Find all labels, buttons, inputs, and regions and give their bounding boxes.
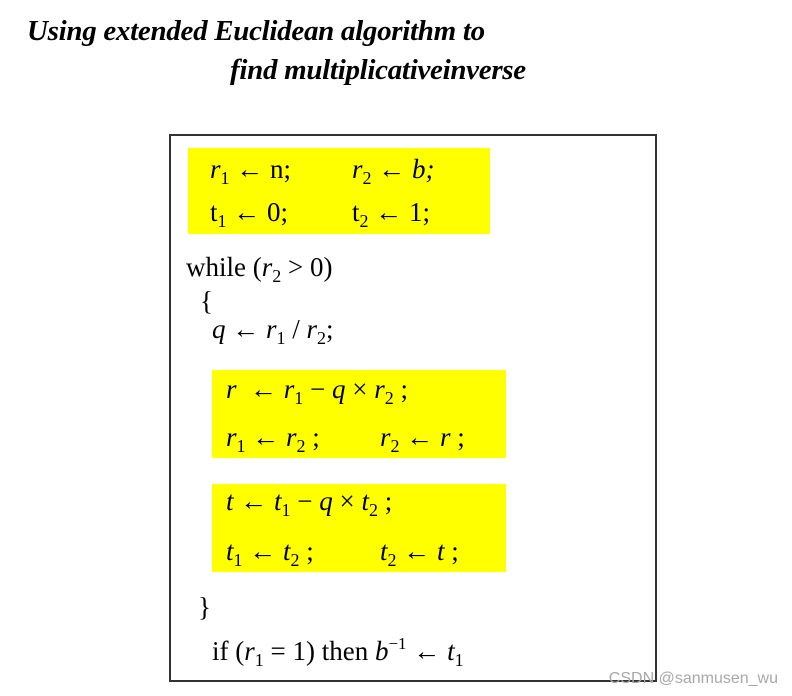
open-brace: { — [200, 286, 213, 316]
r-update-line-1: r ← $r_1 - q \times r_2$ ; — [226, 374, 409, 408]
init-r1: $r_1$ ← n; — [210, 154, 292, 188]
q-line: q ← $r_1 / r_2$; — [212, 314, 334, 348]
init-t1: $t_1$ ← 0; — [210, 197, 289, 231]
t-update-line-2b: $t_2$ ← t ; — [380, 536, 459, 570]
t-update-line-2a: $t_1$ ← $t_2$ ; — [226, 536, 314, 570]
title-line-2: find multiplicativeinverse — [230, 54, 526, 86]
t-update-line-1: t ← $t_1 - q \times t_2$ ; — [226, 486, 393, 520]
close-brace: } — [198, 592, 211, 622]
init-t2: $t_2$ ← 1; — [352, 197, 431, 231]
final-line: if $(r_1 = 1)$ then $b^{-1}$ ← $t_1$ — [212, 634, 464, 670]
r-update-line-2b: $r_2$ ← r ; — [380, 422, 465, 456]
while-line: while $(r_2 > 0)$ — [186, 252, 333, 286]
init-r2: $r_2$ ← b; — [352, 154, 435, 188]
title-line-1: Using extended Euclidean algorithm to — [27, 15, 485, 47]
watermark: CSDN @sanmusen_wu — [608, 670, 778, 687]
r-update-line-2a: $r_1$ ← $r_2$ ; — [226, 422, 320, 456]
